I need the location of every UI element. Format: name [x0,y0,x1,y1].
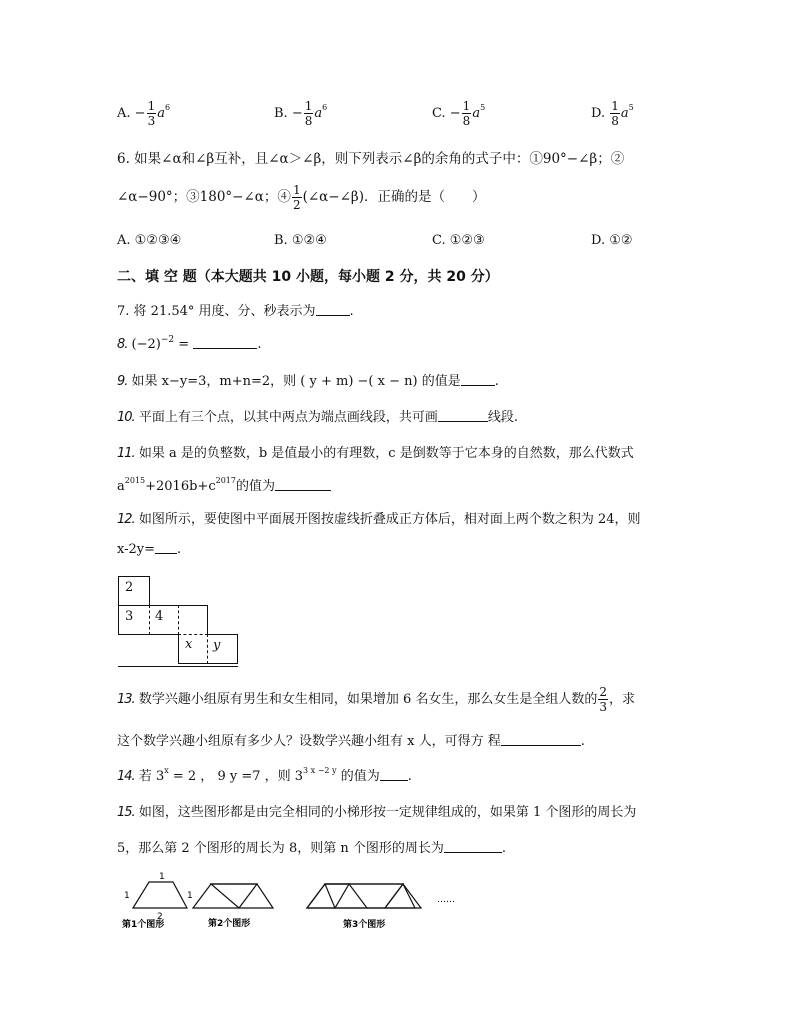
answer-blank-13[interactable] [501,733,581,746]
cube-face-3: 3 [118,605,150,635]
section-heading: 二、填 空 题（本大题共 10 小题，每小题 2 分，共 20 分） [117,269,499,285]
baseline-rule [118,666,238,667]
answer-blank-8[interactable] [193,336,257,349]
q5-option-c[interactable]: C. − $\frac{1}{8}$ $a^5$ [432,99,486,128]
side-label-right: 1 [187,891,193,901]
question-12-line2: x-2y= . [117,542,182,557]
question-10: 10. 平面上有三个点，以其中两点为端点画线段，共可画 线段. [117,410,518,425]
cube-face-x: x [178,634,208,664]
cube-face-4: 4 [149,605,179,635]
question-11: 11. 如果 a 是的负整数，b 是值最小的有理数，c 是倒数等于它本身的自然数，那么代数式 [117,446,634,461]
question-13: 13. 数学兴趣小组原有男生和女生相同，如果增加 6 名女生，那么女生是全组人数的 $\frac{2}{3}$ ，求 [117,685,636,714]
caption-figure-2: 第2个图形 [208,919,251,929]
q13-fraction: $\frac{2}{3}$ [599,685,608,714]
answer-blank-14[interactable] [380,768,408,781]
q6-option-b[interactable]: B. ①②④ [274,233,327,248]
answer-blank-12[interactable] [155,541,177,554]
side-label-left: 1 [124,891,130,901]
answer-blank-7[interactable] [316,303,350,316]
q6-line2: ∠α−90°；③180°−∠α；④ $\frac{1}{2}$ (∠α−∠β)．正确的是（ ） [117,183,486,212]
answer-blank-15[interactable] [444,840,502,853]
q5-option-a[interactable]: A. − $\frac{1}{3}$ $a^6$ [117,99,171,128]
question-11-line2: $a^{2015}+2016b+c^{2017}$的值为 [117,475,331,494]
q6-line1: 6. 如果∠α和∠β互补，且∠α＞∠β，则下列表示∠β的余角的式子中：①90°−∠β；② [117,151,625,167]
trapezoid-pattern-figure [115,870,475,940]
q6-option-c[interactable]: C. ①②③ [432,233,485,248]
q5-option-b[interactable]: B. − $\frac{1}{8}$ $a^6$ [274,99,328,128]
question-15: 15. 如图，这些图形都是由完全相同的小梯形按一定规律组成的，如果第 1 个图形的周长为 [117,805,637,820]
question-9: 9. 如果 x−y=3，m+n=2，则 ( y + m) −( x − n) 的值是 . [117,374,499,389]
q6-option-d[interactable]: D. ①② [591,233,633,248]
side-label-top: 1 [159,872,165,882]
question-8: 8. $(-2)^{-2}$ = . [117,335,262,352]
answer-blank-10[interactable] [438,409,488,422]
trapezoid-figure-1 [133,882,187,908]
q5-option-d[interactable]: D. $\frac{1}{8}$ $a^5$ [591,99,634,128]
cube-face-blank [178,605,208,635]
question-7: 7. 将 21.54° 用度、分、秒表示为 . [117,304,354,319]
question-14: 14. 若 $3^x = 2$ ， 9 y =7 ，则 $3^{3 x -2 y}$ 的值为 . [117,766,412,784]
question-15-line2: 5，那么第 2 个图形的周长为 8，则第 n 个图形的周长为 . [117,841,506,856]
caption-figure-1: 第1个图形 [122,920,165,930]
q6-fraction: $\frac{1}{2}$ [292,183,301,212]
question-12: 12. 如图所示，要使图中平面展开图按虚线折叠成正方体后，相对面上两个数之积为 24，则 [117,512,641,527]
side-label-bottom: 2 [157,912,163,922]
answer-blank-9[interactable] [461,373,495,386]
caption-figure-3: 第3个图形 [343,920,386,930]
cube-face-2: 2 [118,576,150,606]
answer-blank-11[interactable] [275,478,331,491]
ellipsis: …… [437,895,455,905]
question-13-line2: 这个数学兴趣小组原有多少人？设数学兴趣小组有 x 人，可得方 程 . [117,734,585,749]
cube-face-y: y [207,634,238,664]
q6-option-a[interactable]: A. ①②③④ [117,233,182,248]
